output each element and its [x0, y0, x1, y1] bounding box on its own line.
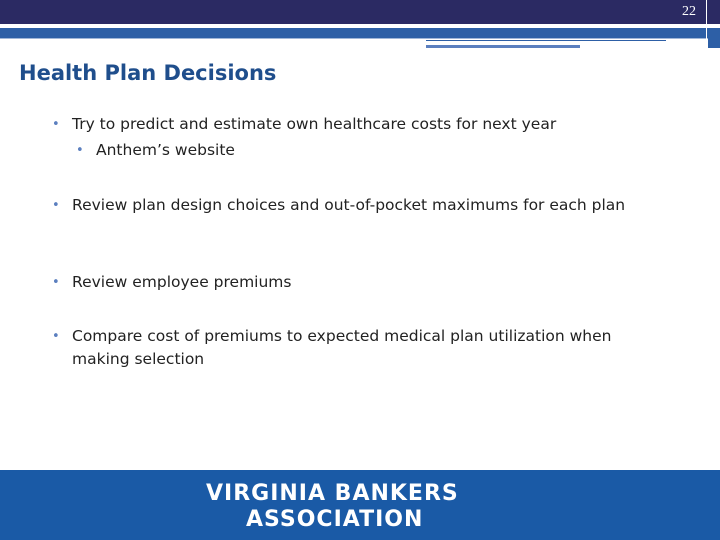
- bullet-text: Anthem’s website: [96, 141, 235, 159]
- bullet-item: [52, 325, 652, 371]
- header-accent-line-bold: [426, 45, 580, 48]
- bullet-dot-icon: •: [52, 275, 60, 290]
- slide-title: Health Plan Decisions: [19, 61, 277, 85]
- bullet-item: [52, 194, 632, 217]
- vba-logo: [206, 482, 516, 534]
- bullet-text: Review employee premiums: [72, 273, 292, 291]
- bullet-item: [52, 271, 632, 294]
- bullet-dot-icon: •: [52, 117, 60, 132]
- bullet-dot-icon: •: [52, 198, 60, 213]
- logo-line-1: VIRGINIA BANKERS: [206, 481, 459, 506]
- header-accent-band: [0, 28, 720, 39]
- page-number: 22: [682, 4, 696, 19]
- footer-band: [0, 470, 720, 540]
- bullet-text: Review plan design choices and out-of-pocket maximums for each plan: [72, 196, 626, 214]
- bullet-dot-icon: •: [52, 329, 60, 344]
- header-accent-line-thin: [426, 40, 666, 41]
- header-accent-stub: [708, 28, 720, 48]
- header-bar: [0, 0, 720, 24]
- bullet-item: [52, 113, 632, 136]
- bullet-text: Try to predict and estimate own healthcare costs for next year: [72, 115, 557, 133]
- bullet-dot-icon: •: [76, 143, 84, 158]
- header-divider-line: [706, 0, 707, 46]
- logo-line-2: ASSOCIATION: [246, 507, 424, 532]
- bullet-text: Compare cost of premiums to expected medical plan utilization when making selection: [72, 327, 612, 368]
- sub-bullet-item: [76, 139, 576, 162]
